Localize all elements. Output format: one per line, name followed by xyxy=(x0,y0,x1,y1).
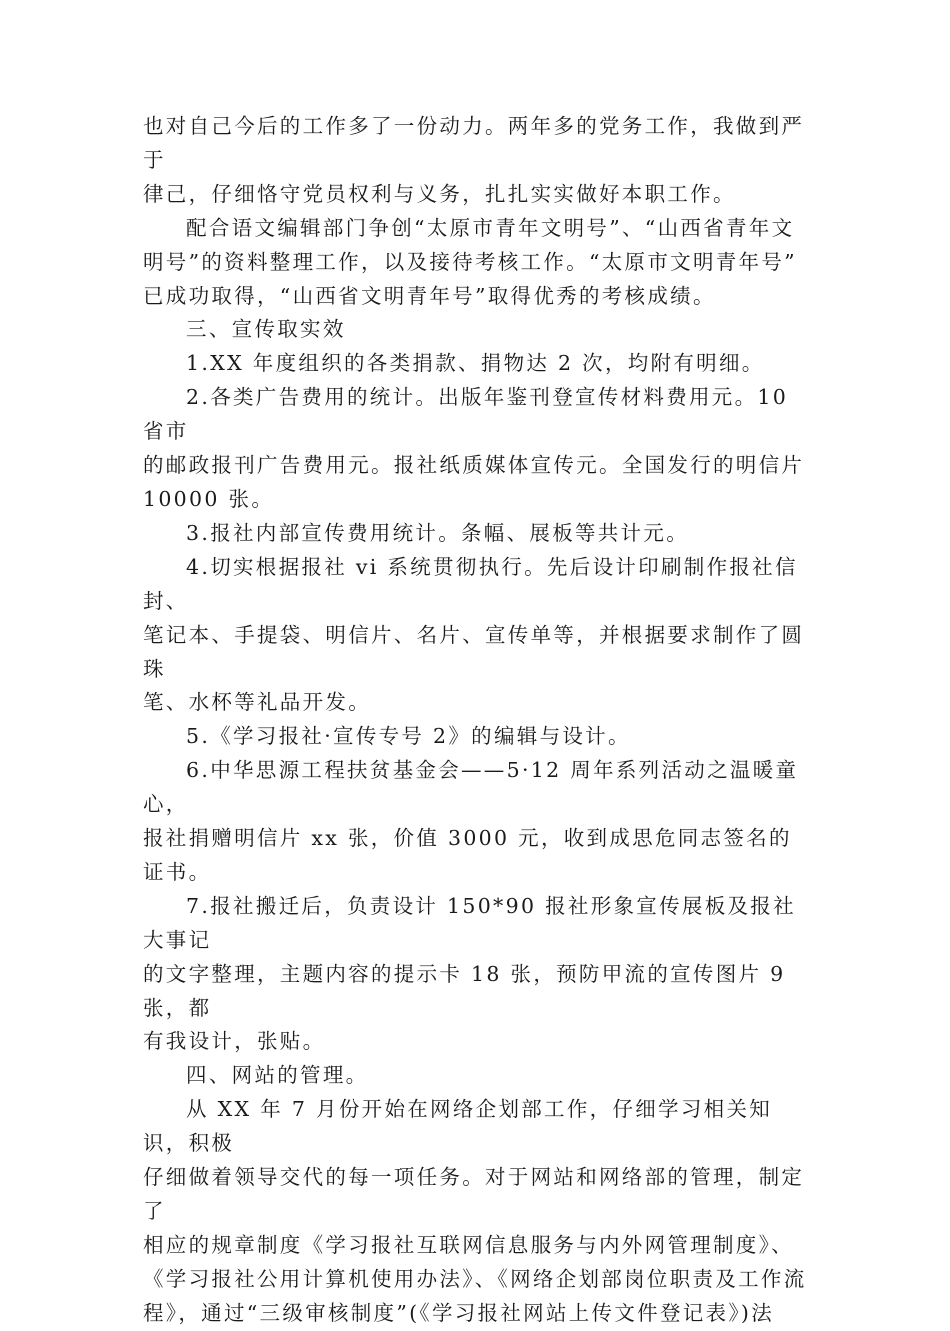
paragraph-2: 配合语文编辑部门争创“太原市青年文明号”、“山西省青年文 明号”的资料整理工作，以及接待考核工作。“太原市文明青年号” 已成功取得，“山西省文明青年号”取得优秀的考核成绩。 xyxy=(143,215,797,308)
list-item-6: 6.中华思源工程扶贫基金会——5·12 周年系列活动之温暖童心， 报社捐赠明信片 xx 张，价值 3000 元，收到成思危同志签名的证书。 xyxy=(143,758,799,884)
section-heading-3: 三、宣传取实效 xyxy=(186,317,346,342)
list-item-5: 5.《学习报社·宣传专号 2》的编辑与设计。 xyxy=(186,724,631,749)
paragraph-website: 从 XX 年 7 月份开始在网络企划部工作，仔细学习相关知识，积极 仔细做着领导交代的每一项任务。对于网站和网络部的管理，制定了 相应的规章制度《学习报社互联网信息服务与内外网管理制度》、 《学习报社公用计算机使用办法》、《网络企划部岗位职责及工作流 程》，通过“三级审核制度”(《学习报社网站上传文件登记表》)法 xyxy=(143,1097,807,1325)
list-item-1: 1.XX 年度组织的各类捐款、捐物达 2 次，均附有明细。 xyxy=(186,351,765,376)
list-item-3: 3.报社内部宣传费用统计。条幅、展板等共计元。 xyxy=(186,520,690,545)
section-heading-4: 四、网站的管理。 xyxy=(186,1063,369,1088)
list-item-4: 4.切实根据报社 vi 系统贯彻执行。先后设计印刷制作报社信封、 笔记本、手提袋、明信片、名片、宣传单等，并根据要求制作了圆珠 笔、水杯等礼品开发。 xyxy=(143,554,805,715)
list-item-7: 7.报社搬迁后，负责设计 150*90 报社形象宣传展板及报社大事记 的文字整理，主题内容的提示卡 18 张，预防甲流的宣传图片 9 张，都 有我设计，张贴。 xyxy=(143,893,796,1054)
paragraph-1: 也对自己今后的工作多了一份动力。两年多的党务工作，我做到严于 律己，仔细恪守党员权利与义务，扎扎实实做好本职工作。 xyxy=(143,114,805,206)
document-body xyxy=(143,110,813,1331)
list-item-2: 2.各类广告费用的统计。出版年鉴刊登宣传材料费用元。10 省市 的邮政报刊广告费用元。报社纸质媒体宣传元。全国发行的明信片 10000 张。 xyxy=(143,385,805,511)
